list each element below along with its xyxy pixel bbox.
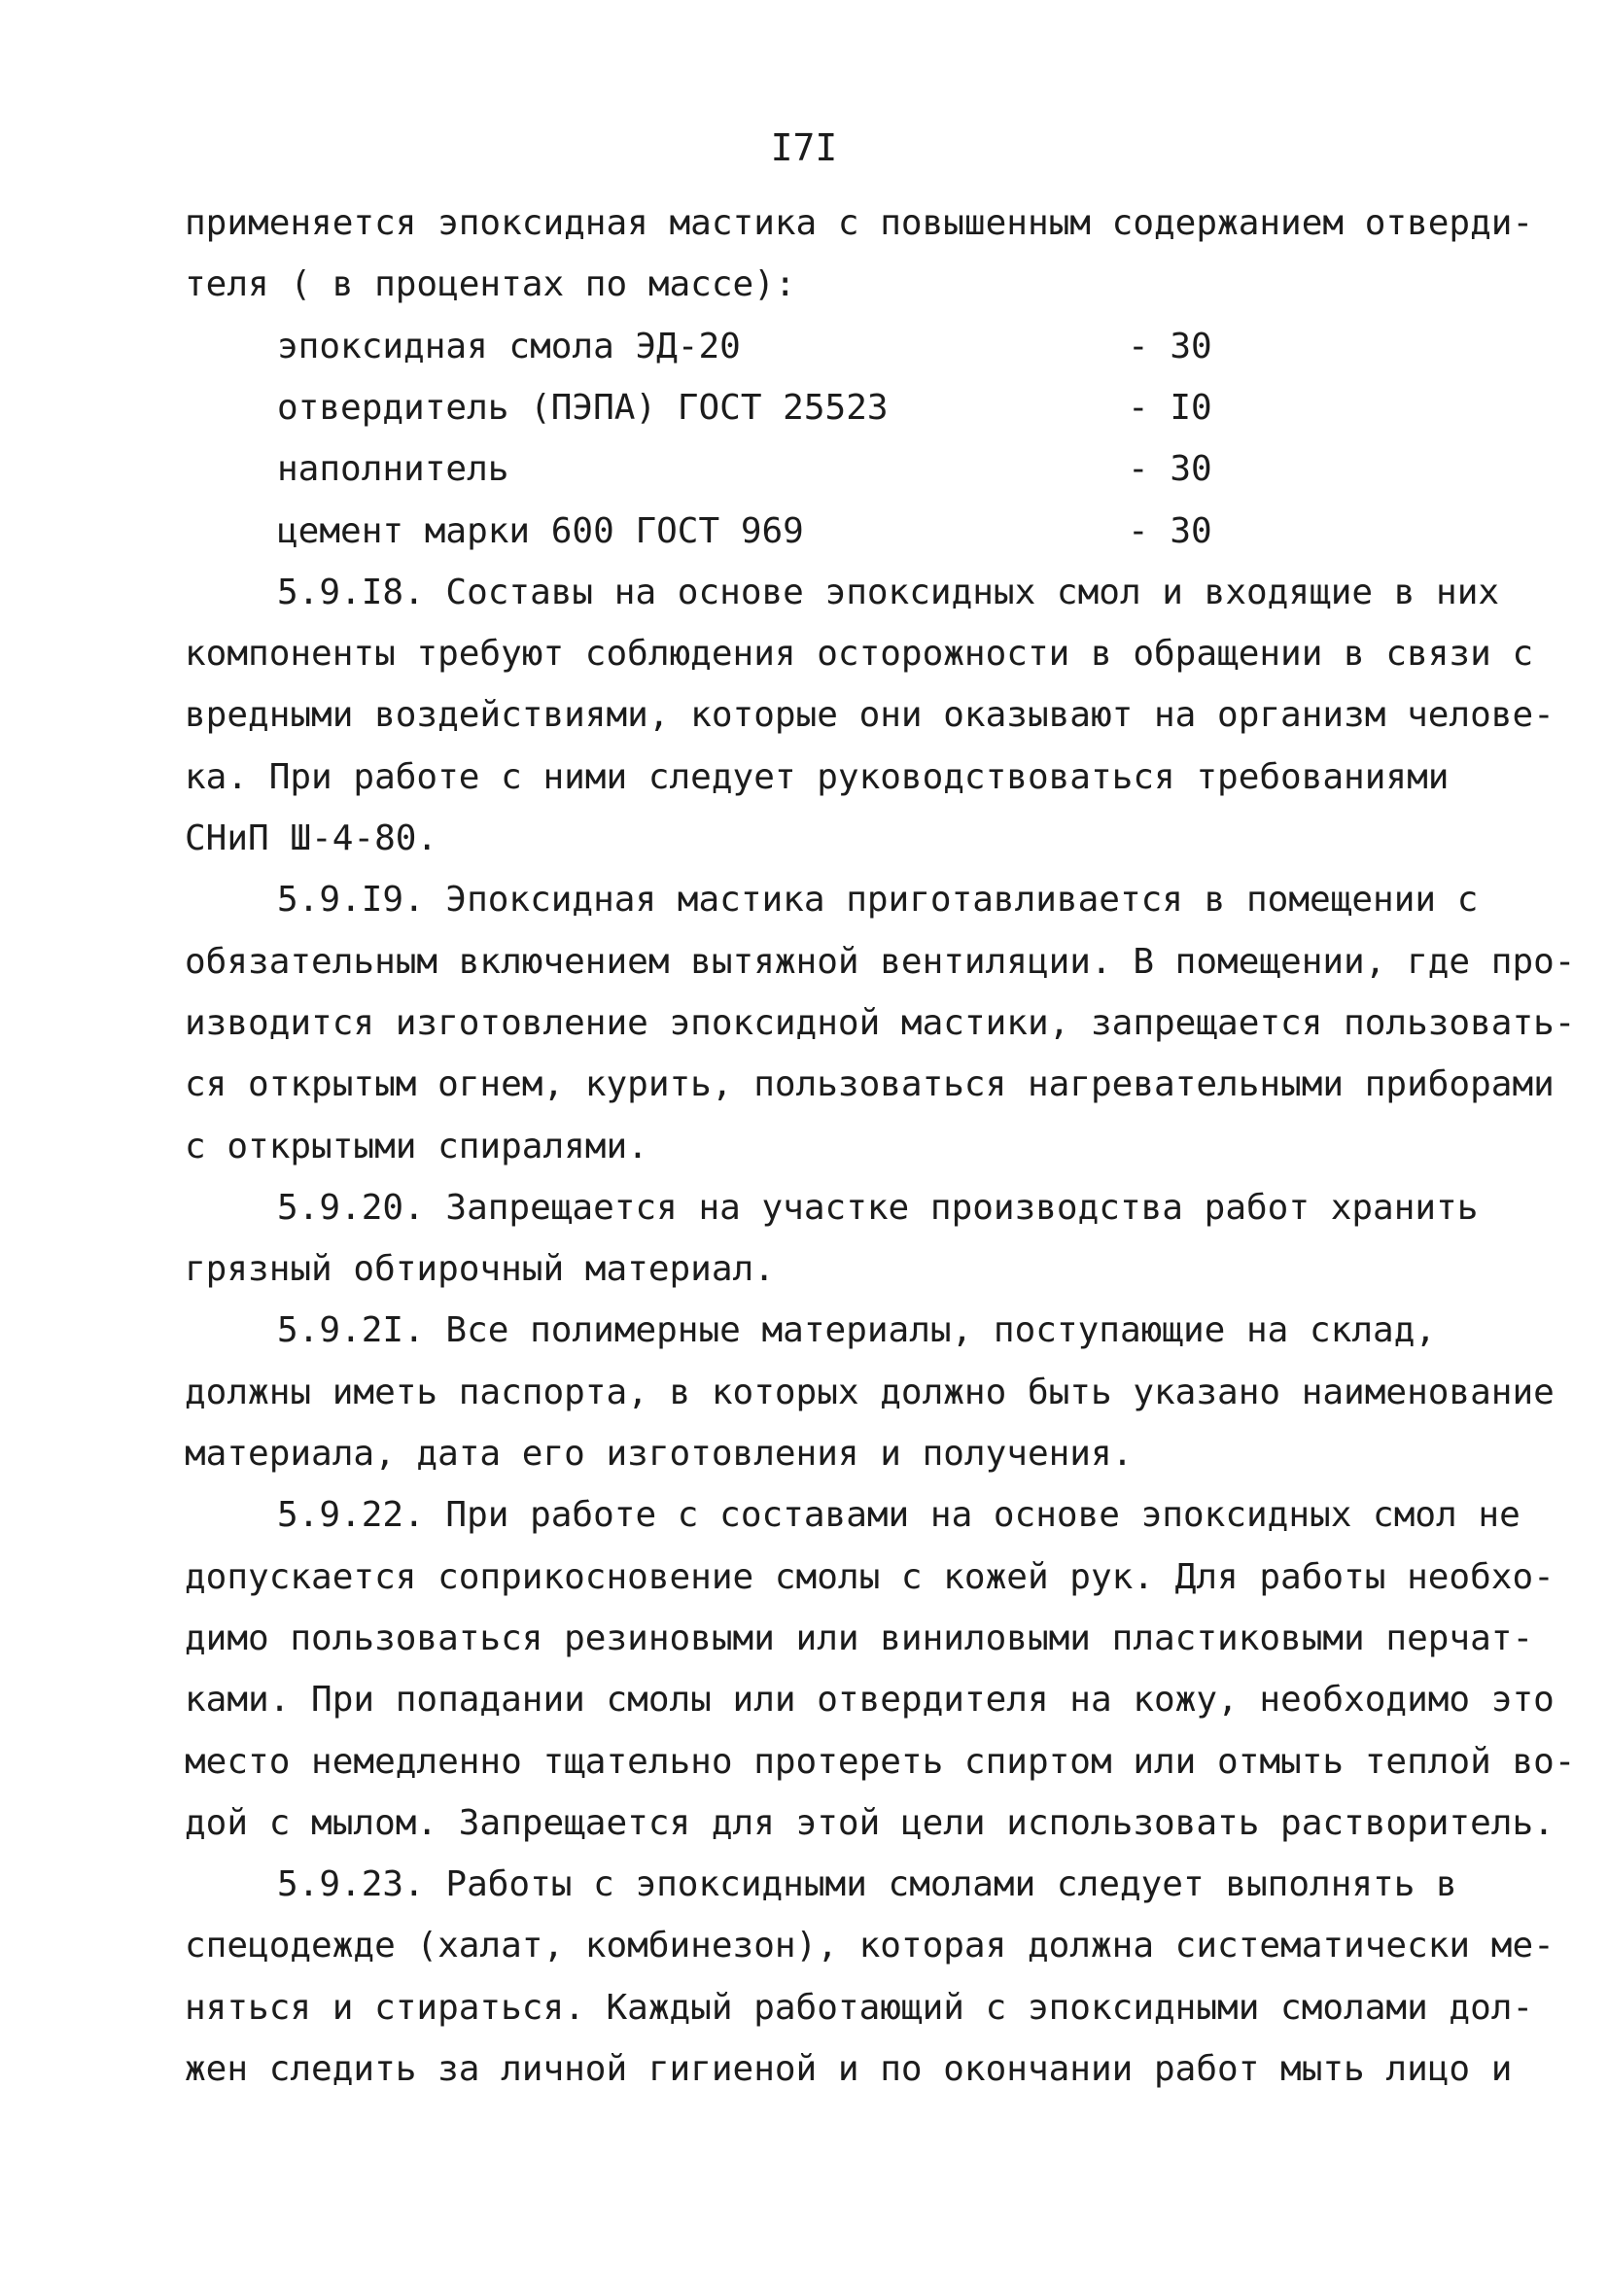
text-line: место немедленно тщательно протереть спиртом или отмыть теплой во- bbox=[185, 1742, 1576, 1782]
paragraph-start-line: 5.9.20. Запрещается на участке производства работ хранить bbox=[277, 1188, 1479, 1228]
component-name: отвердитель (ПЭПА) ГОСТ 25523 bbox=[277, 388, 889, 428]
composition-row bbox=[277, 445, 1225, 494]
component-name: цемент марки 600 ГОСТ 969 bbox=[277, 511, 804, 551]
text-line: дой с мылом. Запрещается для этой цели использовать растворитель. bbox=[185, 1803, 1555, 1843]
component-name: эпоксидная смола ЭД-20 bbox=[277, 327, 741, 366]
text-line: материала, дата его изготовления и получения. bbox=[185, 1434, 1134, 1474]
paragraph-start-line: 5.9.22. При работе с составами на основе эпоксидных смол не bbox=[277, 1495, 1521, 1535]
text-line: грязный обтирочный материал. bbox=[185, 1249, 775, 1289]
paragraph-start-line: 5.9.I8. Составы на основе эпоксидных смол и входящие в них bbox=[277, 573, 1500, 612]
composition-row bbox=[277, 384, 1225, 433]
text-line: ся открытым огнем, курить, пользоваться нагревательными приборами bbox=[185, 1064, 1555, 1104]
text-line: изводится изготовление эпоксидной мастики, запрещается пользовать- bbox=[185, 1003, 1576, 1043]
component-value: - 30 bbox=[1128, 327, 1212, 366]
text-line: теля ( в процентах по массе): bbox=[185, 264, 796, 304]
text-line: допускается соприкосновение смолы с кожей рук. Для работы необхо- bbox=[185, 1557, 1555, 1597]
text-line: спецодежде (халат, комбинезон), которая должна систематически ме- bbox=[185, 1926, 1555, 1966]
text-line: няться и стираться. Каждый работающий с эпоксидными смолами дол- bbox=[185, 1988, 1534, 2028]
component-value: - 30 bbox=[1128, 449, 1212, 489]
component-value: - I0 bbox=[1128, 388, 1212, 428]
component-name: наполнитель bbox=[277, 449, 509, 489]
text-line: должны иметь паспорта, в которых должно быть указано наименование bbox=[185, 1373, 1555, 1412]
text-line: применяется эпоксидная мастика с повышенным содержанием отверди- bbox=[185, 203, 1534, 243]
text-line: ками. При попадании смолы или отвердителя на кожу, необходимо это bbox=[185, 1680, 1555, 1720]
composition-row bbox=[277, 323, 1225, 371]
text-line: обязательным включением вытяжной вентиляции. В помещении, где про- bbox=[185, 942, 1576, 982]
paragraph-start-line: 5.9.I9. Эпоксидная мастика приготавливается в помещении с bbox=[277, 880, 1479, 920]
text-line: жен следить за личной гигиеной и по окончании работ мыть лицо и bbox=[185, 2049, 1513, 2089]
text-line: вредными воздействиями, которые они оказывают на организм челове- bbox=[185, 695, 1555, 735]
composition-row bbox=[277, 507, 1225, 556]
text-line: СНиП Ш-4-80. bbox=[185, 818, 438, 858]
text-line: ка. При работе с ними следует руководствоваться требованиями bbox=[185, 757, 1450, 797]
component-value: - 30 bbox=[1128, 511, 1212, 551]
page-number: I7I bbox=[770, 126, 838, 169]
text-line: с открытыми спиралями. bbox=[185, 1127, 648, 1166]
paragraph-start-line: 5.9.23. Работы с эпоксидными смолами следует выполнять в bbox=[277, 1864, 1457, 1904]
text-line: компоненты требуют соблюдения осторожности в обращении в связи с bbox=[185, 634, 1534, 674]
paragraph-start-line: 5.9.2I. Все полимерные материалы, поступающие на склад, bbox=[277, 1310, 1437, 1350]
text-line: димо пользоваться резиновыми или виниловыми пластиковыми перчат- bbox=[185, 1618, 1534, 1658]
